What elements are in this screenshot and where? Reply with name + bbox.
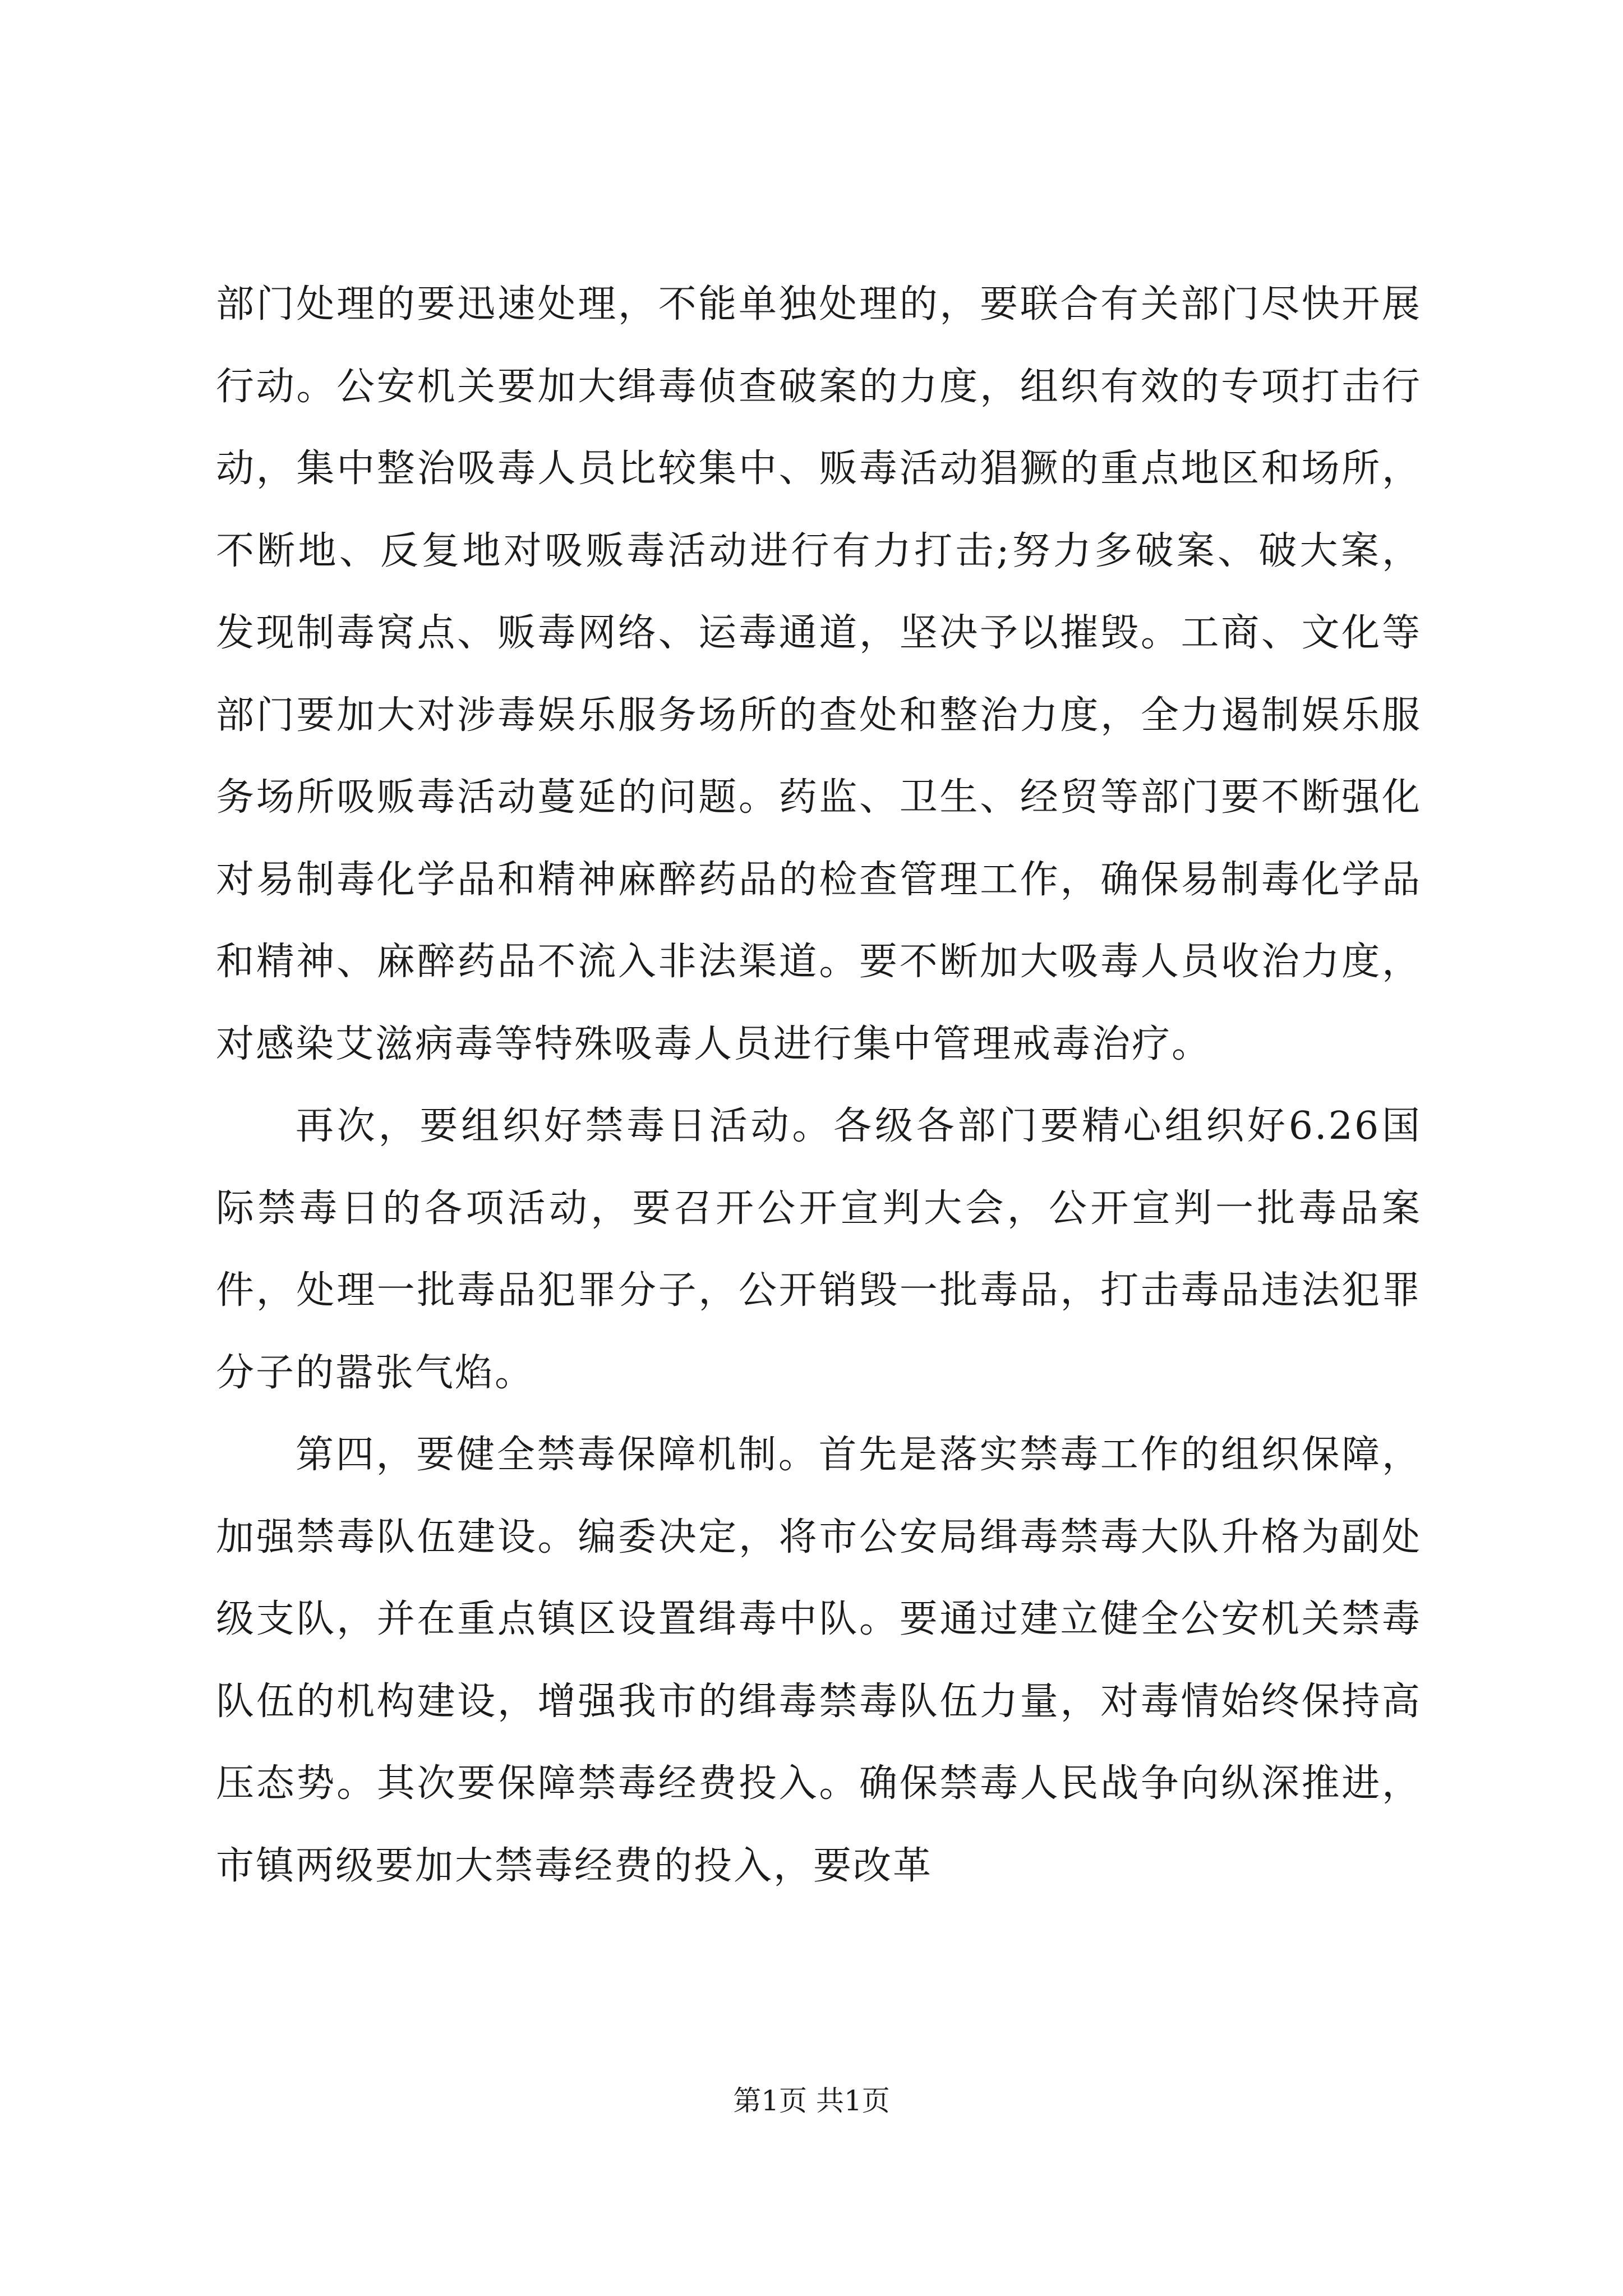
paragraph-2: 再次，要组织好禁毒日活动。各级各部门要精心组织好6.26国际禁毒日的各项活动，要召开公开宣判大会，公开宣判一批毒品案件，处理一批毒品犯罪分子，公开销毁一批毒品，打击毒品违法犯罪分子的嚣张气焰。 — [216, 1104, 1422, 1395]
paragraph-1: 部门处理的要迅速处理，不能单独处理的，要联合有关部门尽快开展行动。公安机关要加大缉毒侦查破案的力度，组织有效的专项打击行动，集中整治吸毒人员比较集中、贩毒活动猖獗的重点地区和场所，不断地、反复地对吸贩毒活动进行有力打击;努力多破案、破大案，发现制毒窝点、贩毒网络、运毒通道，坚决予以摧毁。工商、文化等部门要加大对涉毒娱乐服务场所的查处和整治力度，全力遏制娱乐服务场所吸贩毒活动蔓延的问题。药监、卫生、经贸等部门要不断强化对易制毒化学品和精神麻醉药品的检查管理工作，确保易制毒化学品和精神、麻醉药品不流入非法渠道。要不断加大吸毒人员收治力度，对感染艾滋病毒等特殊吸毒人员进行集中管理戒毒治疗。 — [216, 282, 1422, 1066]
document-body — [216, 264, 1422, 1907]
page-footer: 第1页 共1页 — [733, 2085, 890, 2117]
paragraph-3: 第四，要健全禁毒保障机制。首先是落实禁毒工作的组织保障，加强禁毒队伍建设。编委决定，将市公安局缉毒禁毒大队升格为副处级支队，并在重点镇区设置缉毒中队。要通过建立健全公安机关禁毒队伍的机构建设，增强我市的缉毒禁毒队伍力量，对毒情始终保持高压态势。其次要保障禁毒经费投入。确保禁毒人民战争向纵深推进，市镇两级要加大禁毒经费的投入，要改革 — [216, 1433, 1422, 1888]
